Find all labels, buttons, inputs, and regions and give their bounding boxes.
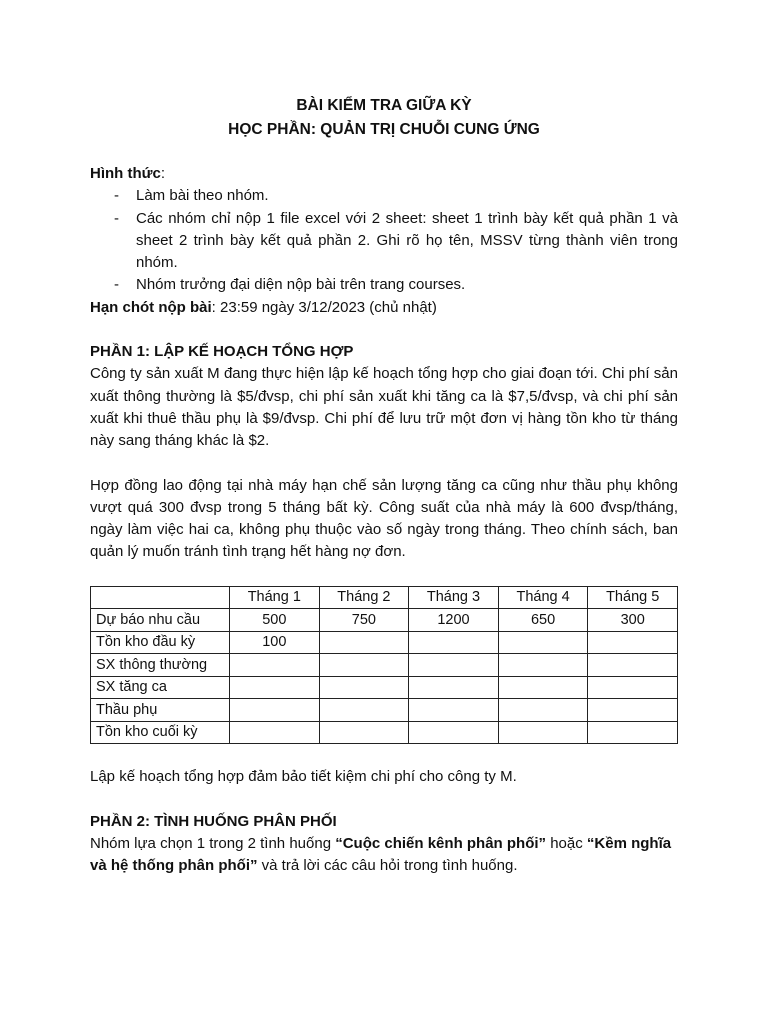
table-cell: 750 — [319, 609, 409, 632]
table-cell — [588, 654, 678, 677]
table-cell — [319, 654, 409, 677]
part2-text: và trả lời các câu hỏi trong tình huống. — [257, 857, 518, 875]
table-header-cell: Tháng 3 — [409, 586, 499, 609]
aggregate-plan-table — [90, 586, 678, 745]
exam-title: BÀI KIỂM TRA GIỮA KỲ — [296, 97, 472, 114]
table-cell: 650 — [498, 609, 588, 632]
table-cell: 100 — [230, 631, 320, 654]
row-label: SX thông thường — [91, 654, 230, 677]
document-page — [90, 94, 678, 877]
table-row — [91, 631, 678, 654]
table-cell — [588, 721, 678, 744]
format-heading — [90, 163, 678, 185]
table-header-cell: Tháng 5 — [588, 586, 678, 609]
table-cell — [409, 654, 499, 677]
part2-text: Nhóm lựa chọn 1 trong 2 tình huống — [90, 834, 336, 852]
table-row — [91, 676, 678, 699]
deadline-value: : 23:59 ngày 3/12/2023 (chủ nhật) — [211, 298, 437, 316]
part2-text: hoặc — [546, 834, 587, 852]
table-cell — [409, 699, 499, 722]
table-header-cell: Tháng 1 — [230, 586, 320, 609]
deadline-line — [90, 297, 678, 319]
table-cell — [319, 676, 409, 699]
format-item: - Nhóm trưởng đại diện nộp bài trên trang courses. — [114, 274, 678, 296]
table-header-cell: Tháng 2 — [319, 586, 409, 609]
table-cell — [319, 631, 409, 654]
table-cell — [319, 699, 409, 722]
table-cell — [230, 676, 320, 699]
deadline-label: Hạn chót nộp bài — [90, 298, 212, 316]
table-header-row — [91, 586, 678, 609]
row-label: SX tăng ca — [91, 676, 230, 699]
table-cell — [498, 631, 588, 654]
table-header-cell: Tháng 4 — [498, 586, 588, 609]
format-item: - Các nhóm chỉ nộp 1 file excel với 2 sheet: sheet 1 trình bày kết quả phần 1 và sheet 2 trình bày kết quả phần 2. Ghi rõ họ tên, MSSV từng thành viên trong nhóm. — [114, 208, 678, 275]
table-row — [91, 721, 678, 744]
row-label: Tồn kho đầu kỳ — [91, 631, 230, 654]
course-title: HỌC PHẦN: QUẢN TRỊ CHUỖI CUNG ỨNG — [228, 120, 540, 138]
table-cell: 500 — [230, 609, 320, 632]
table-cell — [409, 631, 499, 654]
table-cell — [588, 676, 678, 699]
format-label: Hình thức — [90, 165, 161, 182]
part1-paragraph-2: Hợp đồng lao động tại nhà máy hạn chế sản lượng tăng ca cũng như thầu phụ không vượt quá 300 đvsp trong 5 tháng bất kỳ. Công suất của nhà máy là 600 đvsp/tháng, ngày làm việc hai ca, không phụ thuộc vào số ngày trong tháng. Theo chính sách, ban quản lý muốn tránh tình trạng hết hàng nợ đơn. — [90, 476, 678, 561]
table-cell — [498, 654, 588, 677]
table-cell — [230, 654, 320, 677]
table-cell — [409, 676, 499, 699]
table-row — [91, 609, 678, 632]
table-cell — [498, 721, 588, 744]
part2-heading: PHẦN 2: TÌNH HUỐNG PHÂN PHỐI — [90, 812, 337, 830]
table-cell: 1200 — [409, 609, 499, 632]
case-title-2: “Kềm nghĩa và hệ thống phân phối” — [90, 834, 672, 875]
table-cell — [588, 631, 678, 654]
table-cell — [319, 721, 409, 744]
part1-task: Lập kế hoạch tổng hợp đảm bảo tiết kiệm chi phí cho công ty M. — [90, 768, 517, 786]
row-label: Tồn kho cuối kỳ — [91, 721, 230, 744]
format-colon: : — [160, 165, 166, 182]
table-header-cell — [91, 586, 230, 609]
table-cell — [230, 721, 320, 744]
part1-paragraph-1: Công ty sản xuất M đang thực hiện lập kế hoạch tổng hợp cho giai đoạn tới. Chi phí sản xuất thông thường là $5/đvsp, chi phí sản xuất khi tăng ca là $7,5/đvsp, và chi phí sản xuất khi thuê thầu phụ là $9/đvsp. Chi phí để lưu trữ một đơn vị hàng tồn kho từ tháng này sang tháng khác là $2. — [90, 365, 678, 450]
table-cell — [498, 699, 588, 722]
row-label: Dự báo nhu cầu — [91, 609, 230, 632]
table-cell — [588, 699, 678, 722]
table-cell — [409, 721, 499, 744]
table-row — [91, 654, 678, 677]
part1-heading: PHẦN 1: LẬP KẾ HOẠCH TỔNG HỢP — [90, 343, 354, 361]
table-cell: 300 — [588, 609, 678, 632]
format-list — [90, 185, 678, 296]
table-cell — [230, 699, 320, 722]
case-title-1: “Cuộc chiến kênh phân phối” — [335, 834, 547, 852]
part2-paragraph — [90, 833, 678, 878]
row-label: Thầu phụ — [91, 699, 230, 722]
table-row — [91, 699, 678, 722]
format-item: - Làm bài theo nhóm. — [114, 185, 678, 207]
table-cell — [498, 676, 588, 699]
